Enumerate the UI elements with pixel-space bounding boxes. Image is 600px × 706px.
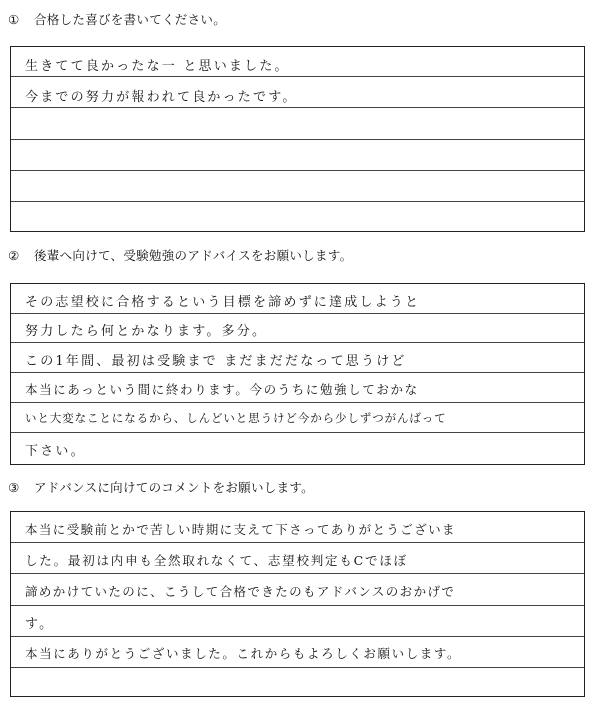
ruled-line — [11, 605, 584, 606]
answer-3-line-1: 本当に受験前とかで苦しい時期に支えて下さってありがとうございま — [25, 522, 456, 537]
ruled-line — [11, 573, 584, 574]
ruled-line — [11, 139, 584, 140]
answer-3-line-5: 本当にありがとうございました。これからもよろしくお願いします。 — [25, 646, 462, 661]
ruled-line — [11, 313, 584, 314]
question-3-text: アドバンスに向けてのコメントをお願いします。 — [34, 480, 314, 495]
answer-1-line-2: 今までの努力が報われて良かったです。 — [25, 90, 298, 105]
question-1-text: 合格した喜びを書いてください。 — [34, 12, 227, 27]
answer-box-2 — [10, 283, 585, 465]
question-2-title — [8, 248, 352, 264]
ruled-line — [11, 342, 584, 343]
answer-3-line-3: 諦めかけていたのに、こうして合格できたのもアドバンスのおかげで — [25, 584, 456, 599]
ruled-line — [11, 667, 584, 668]
answer-2-line-4: 本当にあっという間に終わります。今のうちに勉強しておかな — [25, 382, 419, 397]
answer-2-line-1: その志望校に合格するという目標を諦めずに達成しようと — [25, 295, 421, 310]
answer-box-3 — [10, 511, 585, 697]
question-1-title — [8, 12, 226, 28]
ruled-line — [11, 372, 584, 373]
question-3-title — [8, 480, 314, 496]
question-2-number: ② — [8, 248, 20, 263]
question-2-text: 後輩へ向けて、受験勉強のアドバイスをお願いします。 — [34, 248, 353, 263]
ruled-line — [11, 107, 584, 108]
ruled-line — [11, 432, 584, 433]
answer-2-line-2: 努力したら何とかなります。多分。 — [25, 324, 268, 339]
answer-box-1 — [10, 46, 585, 232]
question-1-number: ① — [8, 12, 20, 27]
answer-2-line-3: この1年間、最初は受験まで まだまだだなって思うけど — [25, 354, 407, 369]
question-3-number: ③ — [8, 480, 20, 495]
ruled-line — [11, 636, 584, 637]
ruled-line — [11, 170, 584, 171]
answer-3-line-2: した。最初は内申も全然取れなくて、志望校判定もCでほぼ — [25, 553, 408, 568]
answer-3-line-4: す。 — [25, 617, 55, 632]
answer-2-line-5: いと大変なことになるから、しんどいと思うけど今から少しずつがんばって — [25, 411, 447, 425]
ruled-line — [11, 542, 584, 543]
ruled-line — [11, 201, 584, 202]
ruled-line — [11, 76, 584, 77]
ruled-line — [11, 402, 584, 403]
answer-1-line-1: 生きてて良かったな一 と思いました。 — [25, 59, 290, 74]
answer-2-line-6: 下さい。 — [25, 444, 86, 459]
